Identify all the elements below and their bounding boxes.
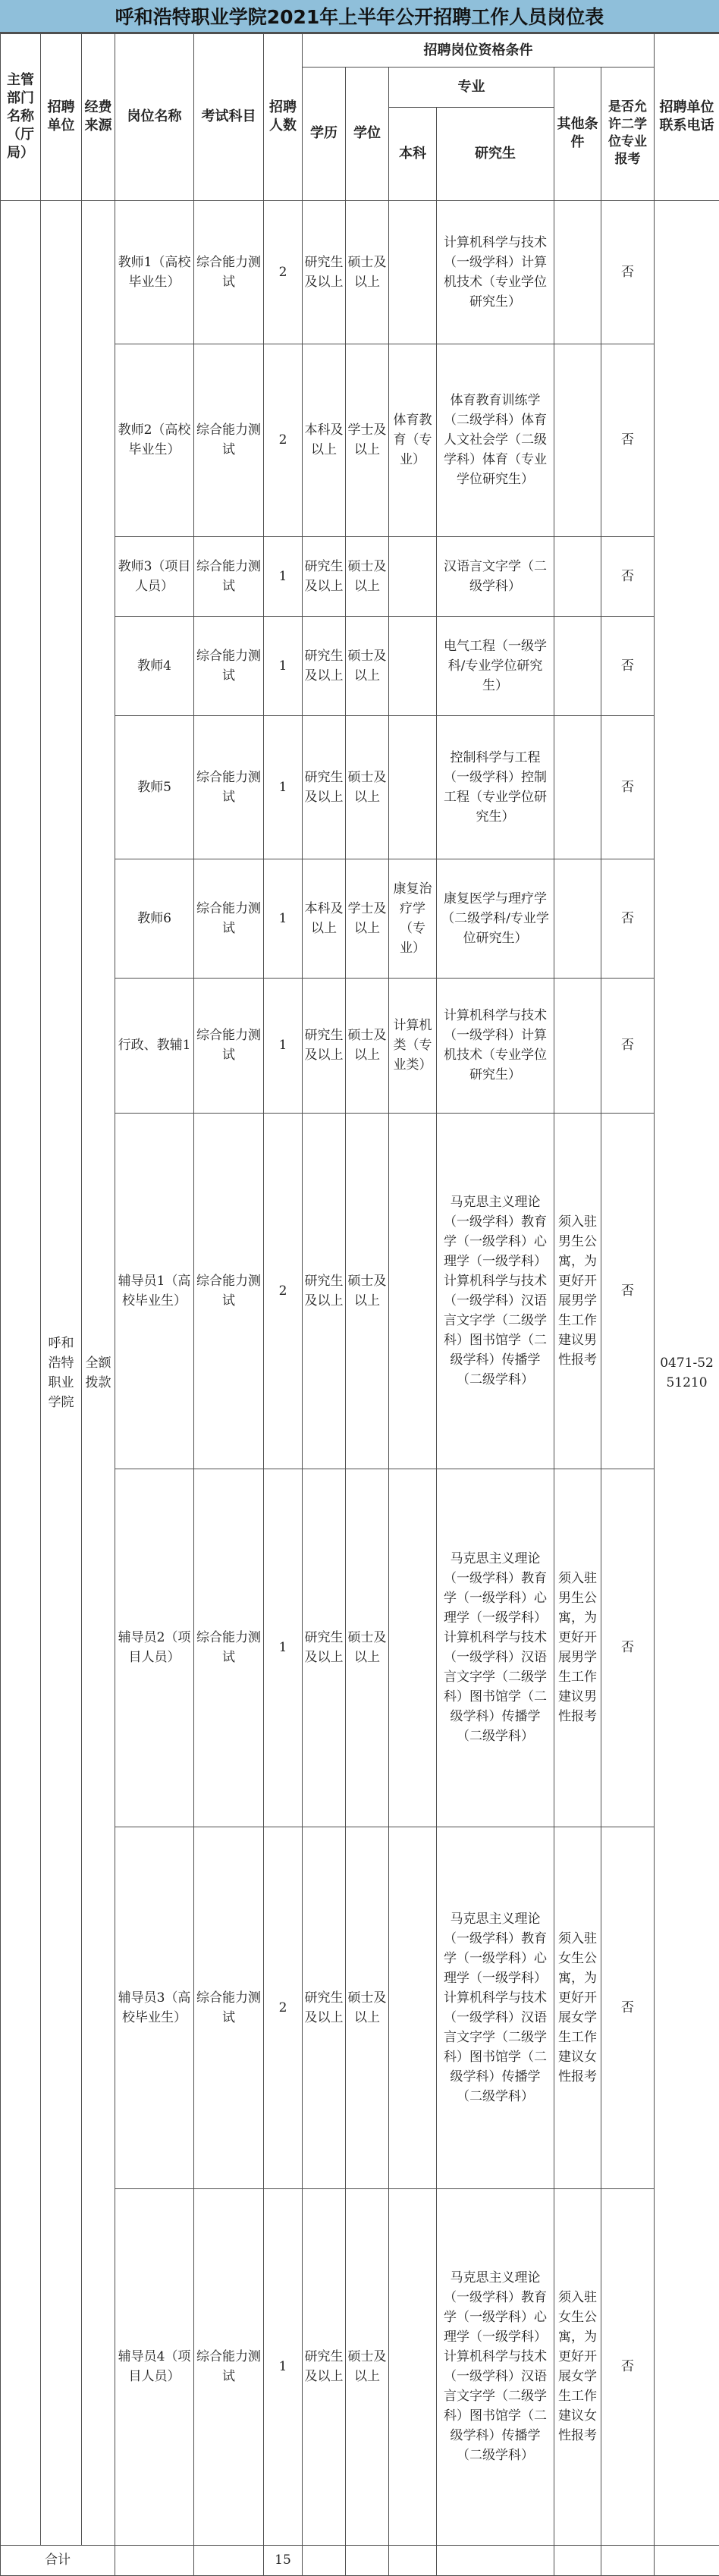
header-graduate: 研究生 xyxy=(437,107,554,200)
total-empty-cell xyxy=(194,2545,264,2575)
degree-cell: 硕士及以上 xyxy=(346,1469,389,1827)
header-second-degree: 是否允许二学位专业报考 xyxy=(601,68,655,200)
degree-cell: 硕士及以上 xyxy=(346,616,389,715)
other-cell xyxy=(554,200,601,344)
other-cell: 须入驻女生公寓，为更好开展女学生工作建议女性报考 xyxy=(554,2189,601,2546)
other-cell: 须入驻男生公寓，为更好开展男学生工作建议男性报考 xyxy=(554,1469,601,1827)
graduate-cell: 马克思主义理论（一级学科）教育学（一级学科）心理学（一级学科）计算机科学与技术 （一级学科）汉语言文字学（二级学科）图书馆学（二级学科）传播学（二级学科） xyxy=(437,1827,554,2189)
count-cell: 1 xyxy=(264,2189,303,2546)
degree-cell: 硕士及以上 xyxy=(346,536,389,616)
exam-cell: 综合能力测试 xyxy=(194,200,264,344)
total-empty-cell xyxy=(437,2545,554,2575)
total-count: 15 xyxy=(264,2545,303,2575)
unit-cell: 呼和浩特职业学院 xyxy=(41,200,82,2545)
degree-cell: 硕士及以上 xyxy=(346,1113,389,1469)
education-cell: 研究生及以上 xyxy=(303,1469,346,1827)
second-degree-cell: 否 xyxy=(601,979,655,1113)
undergrad-cell: 康复治疗学（专业） xyxy=(389,859,437,979)
undergrad-cell xyxy=(389,1469,437,1827)
header-phone: 招聘单位联系电话 xyxy=(655,34,719,201)
second-degree-cell: 否 xyxy=(601,536,655,616)
exam-cell: 综合能力测试 xyxy=(194,859,264,979)
total-empty-cell xyxy=(601,2545,655,2575)
second-degree-cell: 否 xyxy=(601,2189,655,2546)
second-degree-cell: 否 xyxy=(601,344,655,537)
total-empty-cell xyxy=(389,2545,437,2575)
total-empty-cell xyxy=(655,2545,719,2575)
position-table xyxy=(0,33,719,2576)
count-cell: 2 xyxy=(264,1827,303,2189)
second-degree-cell: 否 xyxy=(601,616,655,715)
degree-cell: 学士及以上 xyxy=(346,344,389,537)
position-cell: 教师4 xyxy=(115,616,194,715)
other-cell xyxy=(554,979,601,1113)
degree-cell: 硕士及以上 xyxy=(346,715,389,859)
undergrad-cell xyxy=(389,1827,437,2189)
header-education: 学历 xyxy=(303,68,346,200)
count-cell: 2 xyxy=(264,200,303,344)
undergrad-cell xyxy=(389,616,437,715)
position-cell: 教师3（项目人员） xyxy=(115,536,194,616)
degree-cell: 硕士及以上 xyxy=(346,1827,389,2189)
header-undergrad: 本科 xyxy=(389,107,437,200)
count-cell: 2 xyxy=(264,344,303,537)
graduate-cell: 马克思主义理论（一级学科）教育学（一级学科）心理学（一级学科）计算机科学与技术 （一级学科）汉语言文字学（二级学科）图书馆学（二级学科）传播学（二级学科） xyxy=(437,1113,554,1469)
undergrad-cell xyxy=(389,2189,437,2546)
graduate-cell: 康复医学与理疗学（二级学科/专业学位研究生） xyxy=(437,859,554,979)
count-cell: 1 xyxy=(264,979,303,1113)
header-qualifications: 招聘岗位资格条件 xyxy=(303,34,655,68)
header-dept: 主管部门名称（厅局） xyxy=(1,34,41,201)
total-empty-cell xyxy=(346,2545,389,2575)
other-cell xyxy=(554,859,601,979)
graduate-cell: 马克思主义理论（一级学科）教育学（一级学科）心理学（一级学科）计算机科学与技术 （一级学科）汉语言文字学（二级学科）图书馆学（二级学科）传播学（二级学科） xyxy=(437,2189,554,2546)
total-empty-cell xyxy=(115,2545,194,2575)
table-title: 呼和浩特职业学院2021年上半年公开招聘工作人员岗位表 xyxy=(0,0,719,33)
undergrad-cell xyxy=(389,715,437,859)
funding-cell: 全额拨款 xyxy=(82,200,115,2545)
position-cell: 辅导员4（项目人员） xyxy=(115,2189,194,2546)
position-cell: 教师6 xyxy=(115,859,194,979)
degree-cell: 学士及以上 xyxy=(346,859,389,979)
undergrad-cell xyxy=(389,200,437,344)
second-degree-cell: 否 xyxy=(601,859,655,979)
other-cell: 须入驻女生公寓，为更好开展女学生工作建议女性报考 xyxy=(554,1827,601,2189)
count-cell: 1 xyxy=(264,536,303,616)
undergrad-cell: 计算机类（专业类） xyxy=(389,979,437,1113)
other-cell xyxy=(554,536,601,616)
position-cell: 辅导员2（项目人员） xyxy=(115,1469,194,1827)
position-cell: 教师1（高校毕业生） xyxy=(115,200,194,344)
graduate-cell: 控制科学与工程（一级学科）控制工程（专业学位研究生） xyxy=(437,715,554,859)
graduate-cell: 电气工程（一级学科/专业学位研究生） xyxy=(437,616,554,715)
count-cell: 2 xyxy=(264,1113,303,1469)
education-cell: 研究生及以上 xyxy=(303,1113,346,1469)
education-cell: 研究生及以上 xyxy=(303,200,346,344)
phone-cell: 0471-5251210 xyxy=(655,200,719,2545)
education-cell: 研究生及以上 xyxy=(303,616,346,715)
position-cell: 辅导员1（高校毕业生） xyxy=(115,1113,194,1469)
degree-cell: 硕士及以上 xyxy=(346,2189,389,2546)
total-label: 合计 xyxy=(1,2545,115,2575)
education-cell: 研究生及以上 xyxy=(303,2189,346,2546)
other-cell xyxy=(554,616,601,715)
position-cell: 教师2（高校毕业生） xyxy=(115,344,194,537)
total-empty-cell xyxy=(554,2545,601,2575)
other-cell: 须入驻男生公寓，为更好开展男学生工作建议男性报考 xyxy=(554,1113,601,1469)
graduate-cell: 计算机科学与技术（一级学科）计算机技术（专业学位研究生） xyxy=(437,200,554,344)
header-position: 岗位名称 xyxy=(115,34,194,201)
graduate-cell: 汉语言文字学（二级学科） xyxy=(437,536,554,616)
table-row xyxy=(1,200,719,344)
exam-cell: 综合能力测试 xyxy=(194,979,264,1113)
education-cell: 研究生及以上 xyxy=(303,979,346,1113)
exam-cell: 综合能力测试 xyxy=(194,1113,264,1469)
undergrad-cell xyxy=(389,1113,437,1469)
second-degree-cell: 否 xyxy=(601,1469,655,1827)
education-cell: 本科及以上 xyxy=(303,344,346,537)
undergrad-cell: 体育教育（专业） xyxy=(389,344,437,537)
position-cell: 辅导员3（高校毕业生） xyxy=(115,1827,194,2189)
header-unit: 招聘单位 xyxy=(41,34,82,201)
graduate-cell: 计算机科学与技术 （一级学科）计算机技术（专业学位研究生） xyxy=(437,979,554,1113)
second-degree-cell: 否 xyxy=(601,1827,655,2189)
header-degree: 学位 xyxy=(346,68,389,200)
education-cell: 研究生及以上 xyxy=(303,536,346,616)
graduate-cell: 体育教育训练学（二级学科）体育人文社会学（二级学科）体育（专业学位研究生） xyxy=(437,344,554,537)
exam-cell: 综合能力测试 xyxy=(194,344,264,537)
count-cell: 1 xyxy=(264,859,303,979)
header-funding: 经费来源 xyxy=(82,34,115,201)
exam-cell: 综合能力测试 xyxy=(194,1469,264,1827)
education-cell: 本科及以上 xyxy=(303,859,346,979)
count-cell: 1 xyxy=(264,715,303,859)
header-major: 专业 xyxy=(389,68,554,107)
exam-cell: 综合能力测试 xyxy=(194,715,264,859)
degree-cell: 硕士及以上 xyxy=(346,979,389,1113)
second-degree-cell: 否 xyxy=(601,200,655,344)
other-cell xyxy=(554,715,601,859)
count-cell: 1 xyxy=(264,616,303,715)
degree-cell: 硕士及以上 xyxy=(346,200,389,344)
position-cell: 行政、教辅1 xyxy=(115,979,194,1113)
education-cell: 研究生及以上 xyxy=(303,1827,346,2189)
other-cell xyxy=(554,344,601,537)
header-exam: 考试科目 xyxy=(194,34,264,201)
exam-cell: 综合能力测试 xyxy=(194,536,264,616)
second-degree-cell: 否 xyxy=(601,1113,655,1469)
graduate-cell: 马克思主义理论（一级学科）教育学（一级学科）心理学（一级学科）计算机科学与技术 （一级学科）汉语言文字学（二级学科）图书馆学（二级学科）传播学（二级学科） xyxy=(437,1469,554,1827)
total-empty-cell xyxy=(303,2545,346,2575)
count-cell: 1 xyxy=(264,1469,303,1827)
total-row xyxy=(1,2545,719,2575)
education-cell: 研究生及以上 xyxy=(303,715,346,859)
header-other: 其他条件 xyxy=(554,68,601,200)
undergrad-cell xyxy=(389,536,437,616)
exam-cell: 综合能力测试 xyxy=(194,2189,264,2546)
dept-cell xyxy=(1,200,41,2545)
exam-cell: 综合能力测试 xyxy=(194,616,264,715)
header-count: 招聘人数 xyxy=(264,34,303,201)
second-degree-cell: 否 xyxy=(601,715,655,859)
position-cell: 教师5 xyxy=(115,715,194,859)
exam-cell: 综合能力测试 xyxy=(194,1827,264,2189)
